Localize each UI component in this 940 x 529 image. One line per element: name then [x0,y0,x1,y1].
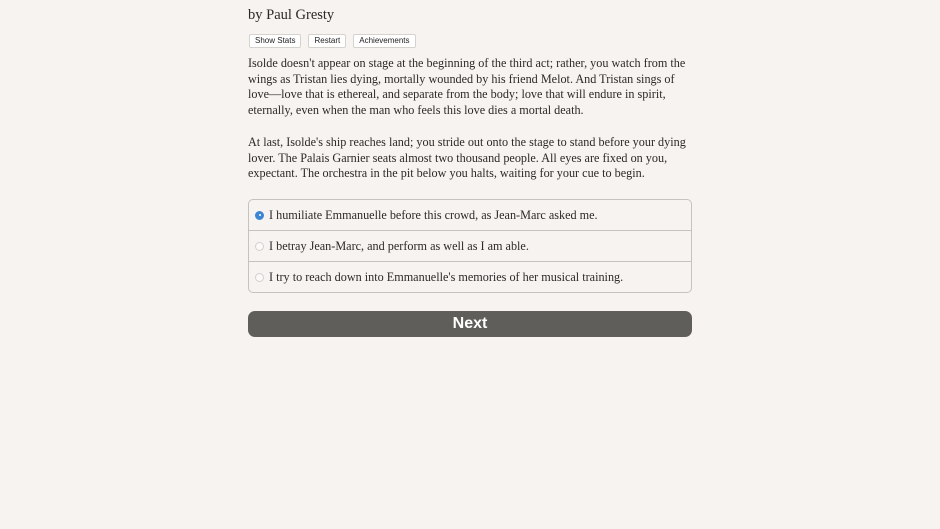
show-stats-button[interactable]: Show Stats [249,34,301,48]
choice-label: I try to reach down into Emmanuelle's memories of her musical training. [269,269,624,284]
restart-button[interactable]: Restart [308,34,346,48]
achievements-button[interactable]: Achievements [353,34,415,48]
choice-option-2[interactable] [249,230,691,261]
toolbar [249,34,416,48]
story-paragraph: Isolde doesn't appear on stage at the beginning of the third act; rather, you watch from the wings as Tristan lies dying, mortally wounded by his friend Melot. And Tristan sings of love—love that is ethereal, and separate from the body; love that will endure in spirit, eternally, even when the man who feels this love dies a mortal death. [248,56,686,118]
radio-unchecked-icon[interactable] [255,242,264,251]
choice-option-1[interactable] [249,200,691,230]
choice-list [248,199,692,293]
story-text [248,56,692,182]
story-paragraph: At last, Isolde's ship reaches land; you stride out onto the stage to stand before your dying lover. The Palais Garnier seats almost two thousand people. All eyes are fixed on you, expectant. The orchestra in the pit below you halts, waiting for your cue to begin. [248,134,686,181]
radio-checked-icon[interactable] [255,211,264,220]
radio-unchecked-icon[interactable] [255,273,264,282]
choice-label: I betray Jean-Marc, and perform as well as I am able. [269,238,529,253]
choice-option-3[interactable] [249,261,691,292]
next-button[interactable]: Next [248,311,692,337]
author-byline: by Paul Gresty [248,7,335,23]
choice-label: I humiliate Emmanuelle before this crowd, as Jean-Marc asked me. [269,207,598,222]
